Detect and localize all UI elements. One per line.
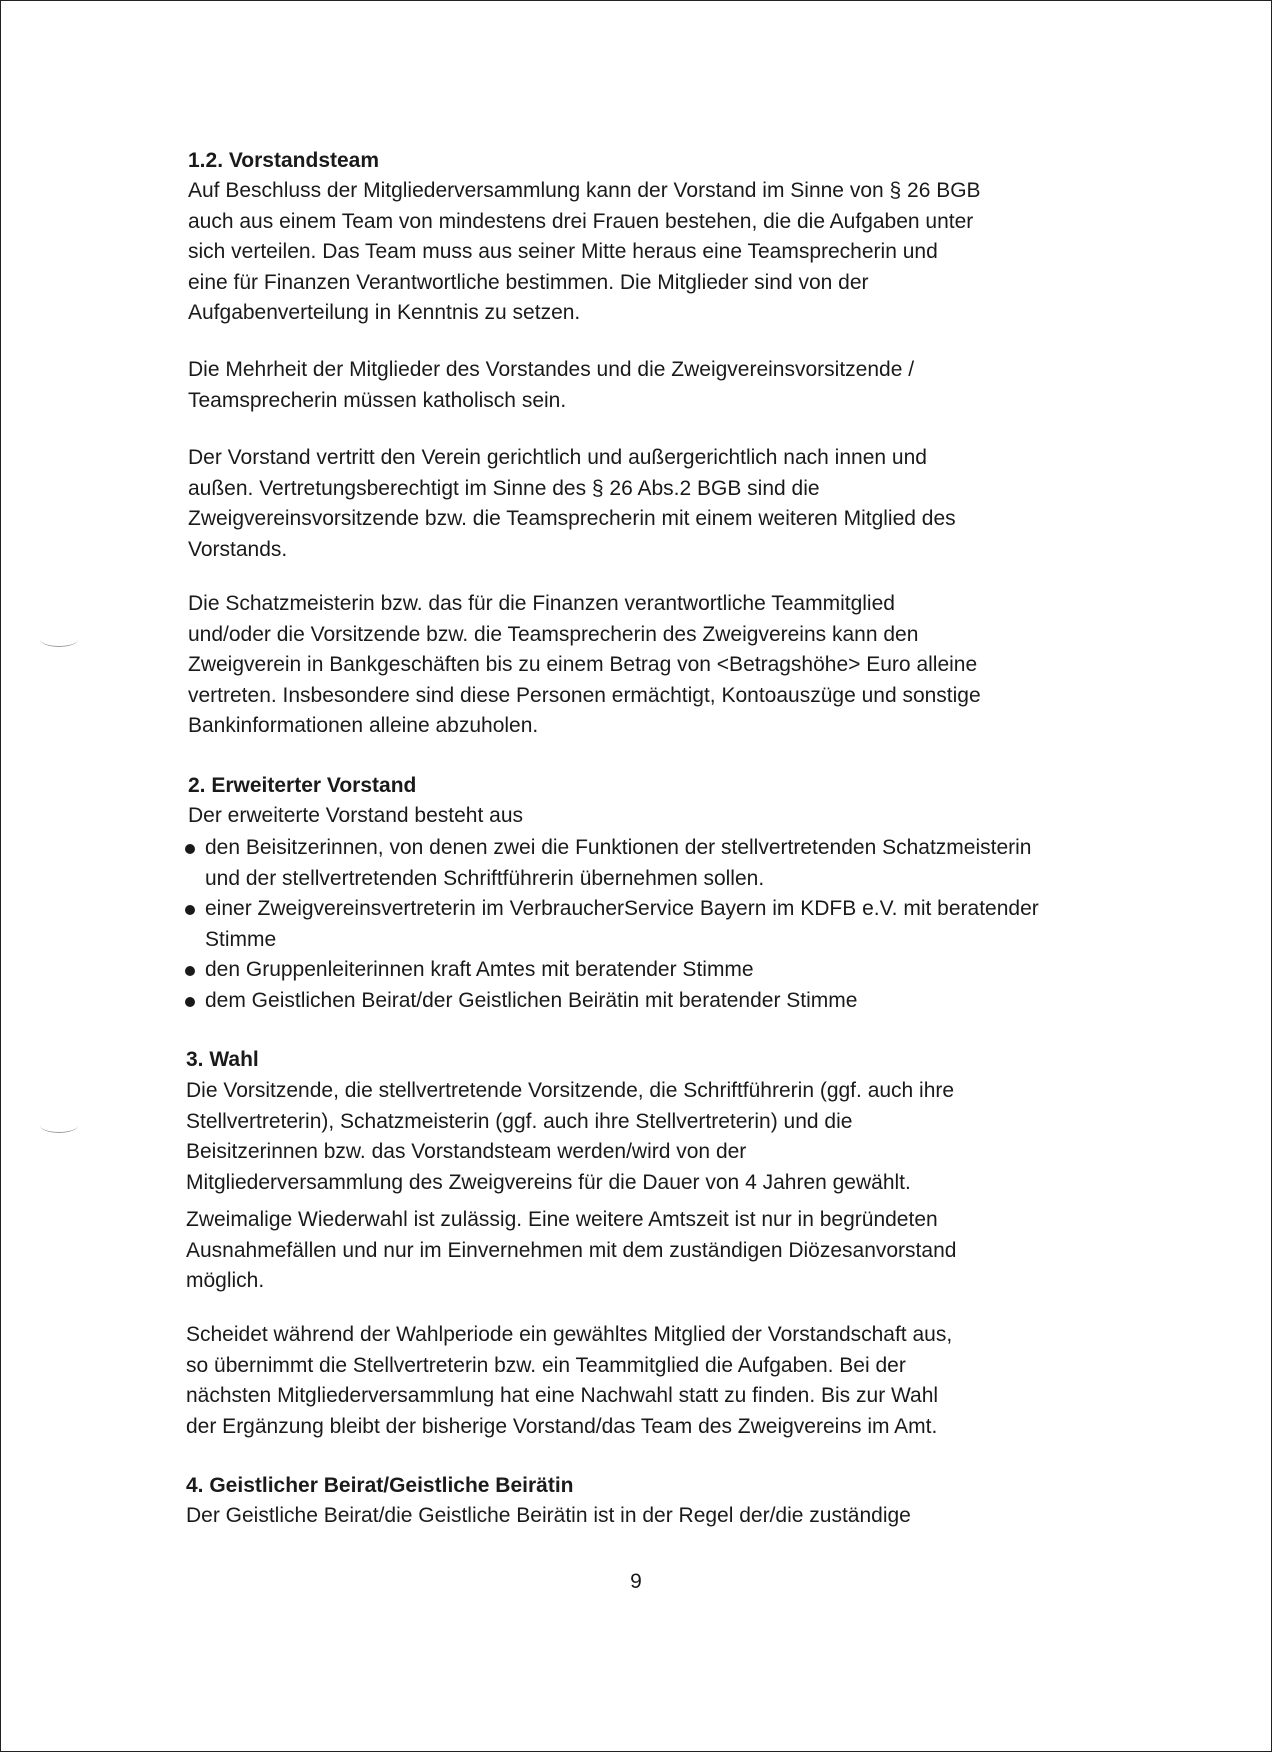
paragraph-erweiterter-vorstand-intro: [188, 801, 1128, 832]
section-heading-erweiterter-vorstand: 2. Erweiterter Vorstand: [188, 774, 417, 797]
text-line: Die Schatzmeisterin bzw. das für die Finanzen verantwortliche Teammitglied: [188, 592, 895, 615]
paragraph-wahl-1: [186, 1076, 1126, 1198]
text-line: Scheidet während der Wahlperiode ein gewähltes Mitglied der Vorstandschaft aus,: [186, 1323, 953, 1346]
text-line: Teamsprecherin müssen katholisch sein.: [188, 388, 567, 412]
text-line: sich verteilen. Das Team muss aus seiner Mitte heraus eine Teamsprecherin und: [188, 240, 938, 263]
list-item-continuation: Stimme: [205, 927, 277, 951]
section-heading-geistlicher-beirat: 4. Geistlicher Beirat/Geistliche Beirätin: [186, 1474, 574, 1497]
text-line: Zweigvereinsvorsitzende bzw. die Teamsprecherin mit einem weiteren Mitglied des: [188, 507, 956, 530]
text-line: Auf Beschluss der Mitgliederversammlung kann der Vorstand im Sinne von § 26 BGB: [188, 179, 981, 202]
list-item: [185, 986, 1125, 1017]
paragraph-geistlicher-beirat-1: [186, 1501, 1126, 1532]
text-line: möglich.: [186, 1269, 265, 1292]
list-item: [185, 833, 1125, 864]
text-line: der Ergänzung bleibt der bisherige Vorstand/das Team des Zweigvereins im Amt.: [186, 1414, 938, 1438]
paragraph-wahl-3: [186, 1320, 1126, 1442]
text-line: Der erweiterte Vorstand besteht aus: [188, 804, 524, 827]
list-item: [185, 894, 1125, 925]
paragraph-vorstandsteam-1: [188, 176, 1128, 329]
text-line: Beisitzerinnen bzw. das Vorstandsteam werden/wird von der: [186, 1140, 747, 1163]
text-line: Die Vorsitzende, die stellvertretende Vorsitzende, die Schriftführerin (ggf. auch ihre: [186, 1079, 955, 1102]
bullet-icon: [185, 966, 195, 976]
section-heading-vorstandsteam: 1.2. Vorstandsteam: [188, 149, 380, 172]
text-line: so übernimmt die Stellvertreterin bzw. ein Teammitglied die Aufgaben. Bei der: [186, 1353, 906, 1377]
paragraph-vorstandsteam-4: [188, 589, 1128, 742]
list-item-text: den Gruppenleiterinnen kraft Amtes mit beratender Stimme: [205, 958, 754, 981]
section-heading-wahl: 3. Wahl: [186, 1048, 259, 1071]
text-line: Ausnahmefällen und nur im Einvernehmen mit dem zuständigen Diözesanvorstand: [186, 1238, 957, 1262]
text-line: Mitgliederversammlung des Zweigvereins für die Dauer von 4 Jahren gewählt.: [186, 1170, 911, 1194]
text-line: Zweimalige Wiederwahl ist zulässig. Eine weitere Amtszeit ist nur in begründeten: [186, 1208, 938, 1231]
text-line: Der Geistliche Beirat/die Geistliche Beirätin ist in der Regel der/die zuständige: [186, 1504, 911, 1527]
text-line: Vorstands.: [188, 537, 288, 561]
text-line: Zweigverein in Bankgeschäften bis zu einem Betrag von <Betragshöhe> Euro alleine: [188, 653, 978, 676]
text-line: außen. Vertretungsberechtigt im Sinne des § 26 Abs.2 BGB sind die: [188, 476, 820, 500]
text-line: eine für Finanzen Verantwortliche bestimmen. Die Mitglieder sind von der: [188, 270, 869, 294]
punch-hole-mark: [40, 632, 78, 647]
paragraph-vorstandsteam-2: [188, 355, 1128, 416]
bullet-list-erweiterter-vorstand: [185, 833, 1125, 1016]
text-line: und/oder die Vorsitzende bzw. die Teamsprecherin des Zweigvereins kann den: [188, 622, 919, 646]
paragraph-wahl-2: [186, 1205, 1126, 1297]
bullet-icon: [185, 905, 195, 915]
text-line: vertreten. Insbesondere sind diese Personen ermächtigt, Kontoauszüge und sonstige: [188, 683, 981, 707]
text-line: Stellvertreterin), Schatzmeisterin (ggf. auch ihre Stellvertreterin) und die: [186, 1109, 853, 1133]
list-item-text: den Beisitzerinnen, von denen zwei die Funktionen der stellvertretenden Schatzmeisterin: [205, 836, 1032, 859]
list-item-text: einer Zweigvereinsvertreterin im VerbraucherService Bayern im KDFB e.V. mit beratender: [205, 897, 1039, 920]
text-line: nächsten Mitgliederversammlung hat eine Nachwahl statt zu finden. Bis zur Wahl: [186, 1384, 939, 1407]
list-item: [185, 955, 1125, 986]
paragraph-vorstandsteam-3: [188, 443, 1128, 565]
text-line: Bankinformationen alleine abzuholen.: [188, 714, 539, 737]
text-line: Aufgabenverteilung in Kenntnis zu setzen.: [188, 301, 581, 324]
text-line: Die Mehrheit der Mitglieder des Vorstandes und die Zweigvereinsvorsitzende /: [188, 358, 915, 381]
text-line: Der Vorstand vertritt den Verein gerichtlich und außergerichtlich nach innen und: [188, 446, 927, 469]
bullet-icon: [185, 844, 195, 854]
punch-hole-mark: [40, 1118, 78, 1133]
list-item-continuation: und der stellvertretenden Schriftführerin übernehmen sollen.: [205, 866, 765, 890]
text-line: auch aus einem Team von mindestens drei Frauen bestehen, die die Aufgaben unter: [188, 209, 974, 233]
page-number: 9: [630, 1570, 642, 1593]
bullet-icon: [185, 997, 195, 1007]
list-item-text: dem Geistlichen Beirat/der Geistlichen Beirätin mit beratender Stimme: [205, 988, 858, 1012]
